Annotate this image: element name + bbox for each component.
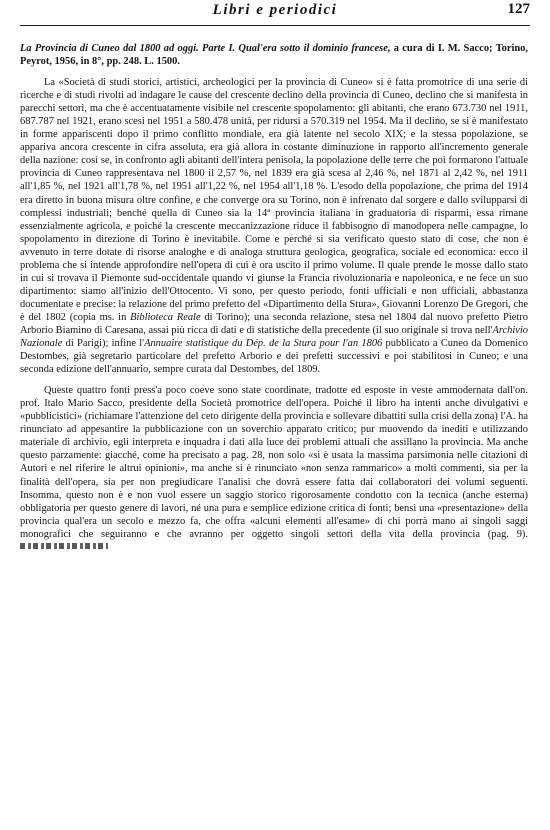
header-rule bbox=[20, 25, 530, 26]
book-citation: a cura di I. M. Sacco; Torino, Peyrot, 1956, in 8°, pp. 248. L. 1500. bbox=[20, 43, 528, 68]
ink-smudge bbox=[20, 543, 108, 549]
book-title: La Provincia di Cuneo dal 1800 ad oggi. Parte I. Qual'era sotto il dominio francese, bbox=[20, 43, 391, 54]
paragraph-2 bbox=[20, 384, 528, 554]
paragraph-1-part: di Parigi); infine l' bbox=[62, 338, 145, 350]
archive-name-1: Biblioteca Reale bbox=[130, 311, 201, 323]
paragraph-1-part: La «Società di studi storici, artistici, archeologici per la provincia di Cuneo» si è fatta promotrice di una serie di ricerche e di studi rivolti ad indagare le cause del crescente declino della provincia di Cuneo, declino che si manifesta in parecchi settori, ma che è accentuatamente visibile nel crescente spopolamento: gli abitanti, che erano 673.730 nel 1911, 687.787 nel 1921, erano scesi nel 1951 a 580.478 unità, per ridursi a 570.319 nel 1954. Ma il declino, se si è manifestato in forme appariscenti dopo il primo conflitto mondiale, era già latente nel secolo XIX; e la stessa popolazione, se appariva ancora crescente in cifra assoluta, era già allora in costante diminuzione in rapporto all'incremento generale della nazione: così se, in confronto agli abitanti dell'intera penisola, la popolazione delle terre che poi formarono l'attuale provincia di Cuneo rappresentava nel 1800 il 2,57 %, nel 1839 era già scesa al 2,46 %, nel 1871 al 2,42 %, nel 1911 all'1,85 %, nel 1921 all'1,78 %, nel 1951 all'1,22 %, nel 1954 all'1,18 %. L'esodo della popolazione, che prima del 1914 era diretto in buona misura oltre confine, e che converge ora su Torino, non è infrenato dal sorgere e dallo svilupparsi di complessi industriali; benché quella di Cuneo sia la 14ª provincia italiana in graduatoria di risparmi, essa rimane essenzialmente agricola, e poiché la crescente meccanizzazione riduce il fabbisogno di manodopera nelle campagne, lo spopolamento in direzione di Torino è inevitabile. Come e perché si sia verificato questo stato di cose, che non è avvenuto in terre dotate di risorse analoghe e di analoga struttura geologica, geografica, sociale ed economica: ecco il problema che si intende approfondire nell'opera di cui è ora uscito il primo volume. Il quale prende le mosse dallo stato in cui si trovava il Piemonte sud-occidentale quando vi giunse la Francia rivoluzionaria e napoleonica, e ne fece un suo dipartimento: siamo all'inizio dell'Ottocento. Vi sono, per questo periodo, fonti ufficiali e non ufficiali, abbastanza documentate e precise: la relazione del primo prefetto del «Dipartimento della Stura», Giovanni Lorenzo De Gregori, che è del 1802 (copia ms. in bbox=[20, 77, 528, 323]
paragraph-1-part: di Torino); una seconda relazione, stesa nel 1804 dal nuovo prefetto Pietro Arborio Biamino di Caresana, assai più ricca di dati e di statistiche della precedente (il suo originale si trova nell' bbox=[20, 311, 528, 336]
page-number: 127 bbox=[507, 1, 530, 17]
paragraph-1-part: pubblicato a Cuneo da Domenico Destombes, già segretario particolare del prefetto Arborio e dei prefetti successivi e poi stabilitosi in Cuneo; e una seconda edizione dell'annuario, sempre curata dal Destombes, del 1809. bbox=[20, 338, 528, 376]
paragraph-2-text: Queste quattro fonti press'a poco coeve sono state coordinate, tradotte ed esposte in veste ammodernata dall'on. prof. Italo Mario Sacco, presidente della Società promotrice dell'opera. Poiché il libro ha intenti anche divulgativi e «pubblicistici» (richiamare l'attenzione del ceto dirigente della provincia e sollevare dibattiti sulla crisi della zona) l'A. ha rinunciato ad appesantire la pubblicazione con un soverchio apparato critico; pur muovendo da inediti e utilizzando materiale di archivio, egli interpreta e inquadra i dati alla luce dei problemi attuali che assillano la provincia. Ma anche questo parzamente: giacché, come ha precisato a pag. 28, non solo «si è usata la massima parsimonia nelle citazioni di Autori e nel riferire le altrui opinioni», ma anche si è rinunciato «non senza rammarico» a molti commenti, sia per la finalità dell'opera, sia per non pregiudicare l'analisi che dovrà essere fatta dai collaboratori dei volumi seguenti. Insomma, questo non è e non vuol essere un saggio storico rigorosamente condotto con la tecnica (anche esterna) obbligatoria per questo genere di lavori, né una pura e semplice edizione critica di fonti; bensì una «presentazione» della provincia qual'era un secolo e mezzo fa, che offra «alcuni elementi all'esame» di chi porrà mano ai singoli saggi monografici che seguiranno e che avranno per oggetto singoli settori della vita della provincia (pag. 9). bbox=[20, 385, 528, 540]
running-title: Libri e periodici bbox=[212, 2, 338, 18]
review-text bbox=[20, 42, 528, 554]
page-header bbox=[20, 0, 530, 24]
paragraph-1 bbox=[20, 76, 528, 376]
annuaire-title: Annuaire statistique du Dép. de la Stura pour l'an 1806 bbox=[144, 338, 383, 350]
review-heading bbox=[20, 42, 528, 68]
archive-name-2: Archivio Nazionale bbox=[20, 324, 528, 350]
